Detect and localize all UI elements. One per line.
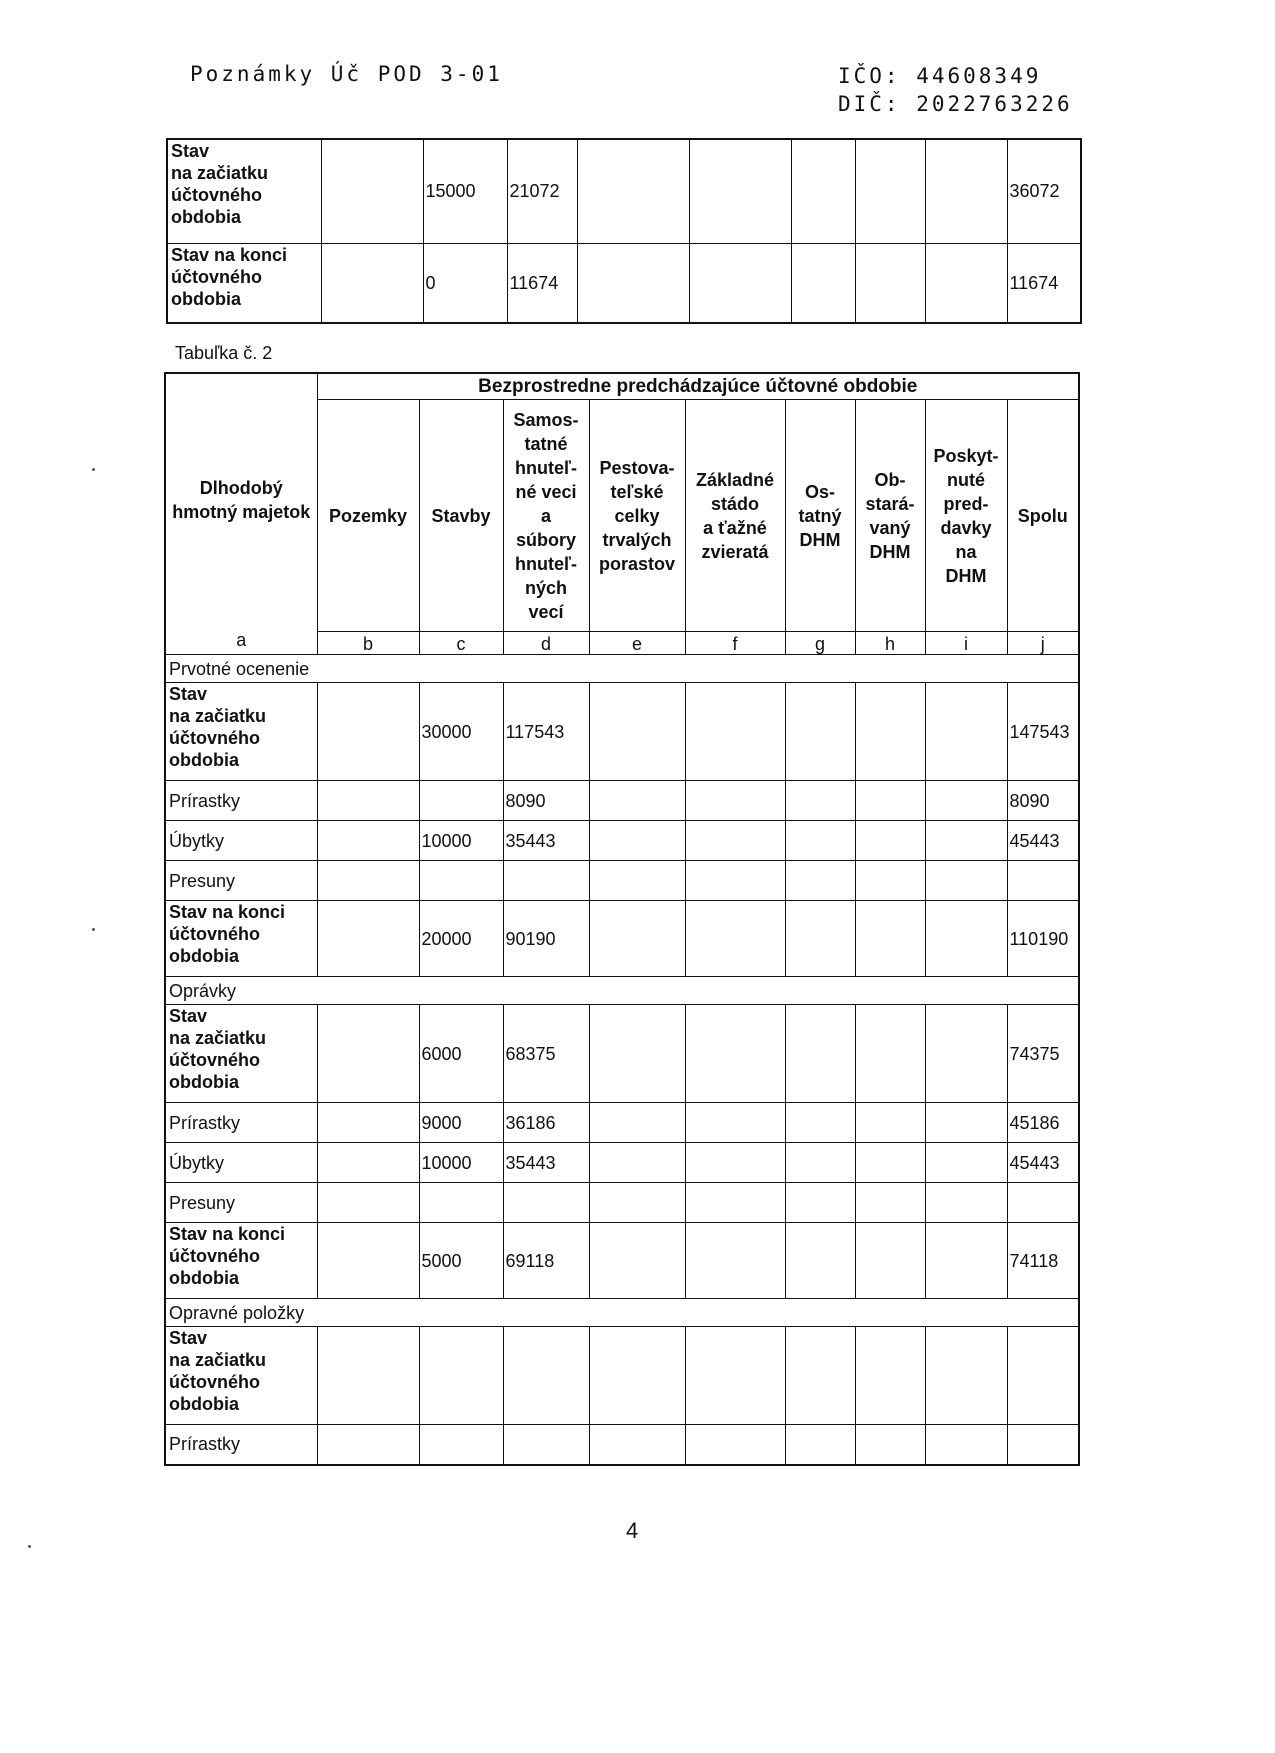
table-row (165, 1183, 1079, 1223)
cell-f (685, 1183, 785, 1223)
cell-i (925, 1005, 1007, 1103)
cell-e (589, 821, 685, 861)
column-header-line: DHM (869, 541, 911, 562)
column-header-line: stádo (710, 493, 759, 514)
cell-b (317, 683, 419, 781)
column-header-c (419, 400, 503, 632)
column-header-line: teľské (610, 481, 664, 502)
cell-b (321, 243, 423, 323)
row-label (167, 243, 321, 323)
cell-g (785, 1183, 855, 1223)
column-header-line: tatné (524, 433, 568, 454)
row-label-line: účtovného (169, 924, 261, 944)
cell-f (685, 901, 785, 977)
section-title: Opravné položky (165, 1299, 1079, 1327)
row-label (165, 901, 317, 977)
scan-speck (92, 468, 95, 471)
cell-h (855, 683, 925, 781)
cell-c: 10000 (419, 821, 503, 861)
cell-h (855, 1223, 925, 1299)
cell-j (1007, 861, 1079, 901)
row-label-line: obdobia (169, 1268, 239, 1288)
cell-g (785, 821, 855, 861)
cell-d (503, 1327, 589, 1425)
column-header-a-title (167, 476, 316, 524)
cell-j: 45186 (1007, 1103, 1079, 1143)
column-letter: b (317, 632, 419, 655)
cell-d (503, 1183, 589, 1223)
column-header-line: na (955, 541, 977, 562)
cell-b (321, 139, 423, 243)
cell-j (1007, 1327, 1079, 1425)
document-header-ids (838, 62, 1073, 118)
cell-c (419, 1183, 503, 1223)
continuation-table-body (167, 139, 1081, 323)
column-header-e (589, 400, 685, 632)
section-row (165, 977, 1079, 1005)
section-row (165, 655, 1079, 683)
cell-g (785, 901, 855, 977)
column-header-line: Dlhodobý (199, 478, 283, 498)
cell-e (589, 1143, 685, 1183)
cell-c: 10000 (419, 1143, 503, 1183)
column-header-line: davky (940, 517, 992, 538)
cell-c: 20000 (419, 901, 503, 977)
cell-b (317, 861, 419, 901)
cell-i (925, 1223, 1007, 1299)
cell-b (317, 781, 419, 821)
table-row (165, 781, 1079, 821)
cell-b (317, 1103, 419, 1143)
row-label (165, 1183, 317, 1223)
column-header-j (1007, 400, 1079, 632)
row-label (165, 1223, 317, 1299)
column-header-line: a (540, 505, 551, 526)
cell-d: 68375 (503, 1005, 589, 1103)
continuation-table (166, 138, 1082, 324)
cell-g (785, 1005, 855, 1103)
column-header-line: porastov (598, 553, 676, 574)
header-row (165, 373, 1079, 400)
cell-f (685, 1223, 785, 1299)
cell-d: 90190 (503, 901, 589, 977)
cell-h (855, 1327, 925, 1425)
row-label-line: účtovného (169, 1050, 261, 1070)
section-row (165, 1299, 1079, 1327)
row-label (165, 781, 317, 821)
table-row (165, 861, 1079, 901)
row-label-line: na začiatku (169, 706, 267, 726)
cell-i (925, 1143, 1007, 1183)
column-header-line: DHM (799, 529, 841, 550)
table-row (167, 139, 1081, 243)
ico-number: IČO: 44608349 (838, 64, 1042, 88)
cell-h (855, 781, 925, 821)
cell-d: 69118 (503, 1223, 589, 1299)
column-header-a (165, 373, 317, 655)
fixed-assets-table (164, 372, 1080, 1466)
scan-speck (28, 1545, 31, 1548)
row-label (165, 1143, 317, 1183)
fixed-assets-table-header (165, 373, 1079, 655)
table-row (165, 901, 1079, 977)
cell-f (685, 781, 785, 821)
row-label-line: Prírastky (169, 1434, 241, 1455)
cell-f (685, 683, 785, 781)
cell-c (419, 1425, 503, 1465)
section-title: Oprávky (165, 977, 1079, 1005)
row-label-line: účtovného (169, 1372, 261, 1392)
table-row (165, 683, 1079, 781)
cell-b (317, 1005, 419, 1103)
table-row (165, 1143, 1079, 1183)
column-header-line: Spolu (1017, 505, 1068, 526)
cell-c: 5000 (419, 1223, 503, 1299)
cell-h (855, 1183, 925, 1223)
row-label-line: Presuny (169, 1192, 236, 1213)
cell-i (925, 139, 1007, 243)
cell-b (317, 1425, 419, 1465)
cell-j: 110190 (1007, 901, 1079, 977)
cell-f (685, 1103, 785, 1143)
cell-f (685, 1143, 785, 1183)
row-label (165, 1425, 317, 1465)
row-label-line: obdobia (169, 1394, 239, 1414)
row-label-line: účtovného (169, 1246, 261, 1266)
column-header-line: nuté (947, 469, 985, 490)
cell-e (589, 683, 685, 781)
cell-d (503, 1425, 589, 1465)
cell-g (791, 139, 855, 243)
column-header-line: pred- (943, 493, 989, 514)
row-label-line: obdobia (169, 1072, 239, 1092)
cell-i (925, 901, 1007, 977)
column-header-line: Pestova- (599, 457, 675, 478)
cell-d: 36186 (503, 1103, 589, 1143)
row-label-line: obdobia (171, 288, 241, 309)
cell-e (589, 1223, 685, 1299)
row-label-line: Úbytky (169, 830, 225, 851)
cell-j: 74375 (1007, 1005, 1079, 1103)
cell-j: 8090 (1007, 781, 1079, 821)
row-label-line: účtovného (169, 728, 261, 748)
cell-b (317, 1327, 419, 1425)
cell-i (925, 1183, 1007, 1223)
cell-h (855, 901, 925, 977)
column-header-b (317, 400, 419, 632)
column-header-d (503, 400, 589, 632)
column-letter: a (236, 630, 247, 650)
column-header-line: Stavby (431, 505, 491, 526)
cell-g (785, 1143, 855, 1183)
row-label-line: Stav (169, 1006, 208, 1026)
cell-i (925, 683, 1007, 781)
column-header-line: Os- (804, 481, 835, 502)
period-header: Bezprostredne predchádzajúce účtovné obdobie (317, 373, 1079, 400)
row-label (165, 861, 317, 901)
column-header-line: tatný (798, 505, 842, 526)
cell-i (925, 821, 1007, 861)
cell-h (855, 861, 925, 901)
row-label-line: na začiatku (169, 1028, 267, 1048)
cell-i (925, 781, 1007, 821)
column-header-line: hmotný majetok (172, 502, 311, 522)
column-header-line: né veci (515, 481, 577, 502)
cell-e (589, 781, 685, 821)
cell-g (785, 1223, 855, 1299)
cell-j: 147543 (1007, 683, 1079, 781)
cell-e (589, 1005, 685, 1103)
cell-i (925, 1327, 1007, 1425)
fixed-assets-table-body (165, 655, 1079, 1465)
column-header-line: trvalých (602, 529, 672, 550)
row-label-line: Prírastky (169, 1112, 241, 1133)
column-letter: e (589, 632, 685, 655)
cell-j: 45443 (1007, 1143, 1079, 1183)
column-letter: c (419, 632, 503, 655)
cell-e (589, 1183, 685, 1223)
document-header-title: Poznámky Úč POD 3-01 (190, 62, 503, 86)
cell-j (1007, 1425, 1079, 1465)
cell-i (925, 1103, 1007, 1143)
column-letter: j (1007, 632, 1079, 655)
cell-g (785, 1327, 855, 1425)
row-label (165, 1005, 317, 1103)
cell-d: 11674 (507, 243, 577, 323)
row-label-line: Presuny (169, 870, 236, 891)
cell-j: 36072 (1007, 139, 1081, 243)
cell-d: 8090 (503, 781, 589, 821)
row-label (167, 139, 321, 243)
row-label-line: na začiatku (169, 1350, 267, 1370)
column-letter: d (503, 632, 589, 655)
row-label-line: Úbytky (169, 1152, 225, 1173)
cell-e (577, 139, 689, 243)
cell-c (419, 781, 503, 821)
cell-e (589, 861, 685, 901)
cell-g (785, 683, 855, 781)
row-label (165, 1327, 317, 1425)
cell-e (589, 1327, 685, 1425)
column-header-f (685, 400, 785, 632)
row-label-line: obdobia (169, 946, 239, 966)
column-header-line: Samos- (513, 409, 579, 430)
cell-i (925, 243, 1007, 323)
column-header-g (785, 400, 855, 632)
table-row (165, 1103, 1079, 1143)
cell-d (503, 861, 589, 901)
cell-g (785, 861, 855, 901)
cell-h (855, 821, 925, 861)
row-label-line: Stav (169, 684, 208, 704)
cell-i (925, 861, 1007, 901)
cell-e (577, 243, 689, 323)
cell-j: 11674 (1007, 243, 1081, 323)
row-label-line: Stav (169, 1328, 208, 1348)
table-row (165, 821, 1079, 861)
row-label-line: Stav na konci (169, 902, 286, 922)
row-label-line: obdobia (171, 207, 241, 227)
row-label-line: Stav (171, 141, 210, 161)
column-header-line: celky (614, 505, 660, 526)
column-letter: h (855, 632, 925, 655)
scan-speck (92, 928, 95, 931)
cell-h (855, 1005, 925, 1103)
column-header-line: zvieratá (701, 541, 769, 562)
row-label-line: obdobia (169, 750, 239, 770)
cell-b (317, 1143, 419, 1183)
cell-e (589, 901, 685, 977)
column-header-line: hnuteľ- (515, 457, 577, 478)
cell-d: 21072 (507, 139, 577, 243)
cell-d: 35443 (503, 1143, 589, 1183)
column-header-line: Základné (695, 469, 775, 490)
cell-c: 0 (423, 243, 507, 323)
row-label-line: účtovného (171, 185, 263, 205)
cell-b (317, 1183, 419, 1223)
cell-g (785, 781, 855, 821)
dic-number: DIČ: 2022763226 (838, 92, 1073, 116)
cell-c: 6000 (419, 1005, 503, 1103)
row-label-line: Stav na konci (171, 244, 288, 265)
cell-g (785, 1103, 855, 1143)
table-caption: Tabuľka č. 2 (175, 343, 273, 363)
cell-i (925, 1425, 1007, 1465)
row-label-line: Stav na konci (169, 1224, 286, 1244)
table-row (165, 1327, 1079, 1425)
cell-c: 15000 (423, 139, 507, 243)
column-header-line: vaný (869, 517, 911, 538)
cell-j: 45443 (1007, 821, 1079, 861)
cell-f (685, 821, 785, 861)
section-title: Prvotné ocenenie (165, 655, 1079, 683)
cell-f (685, 861, 785, 901)
cell-h (855, 1425, 925, 1465)
cell-f (689, 243, 791, 323)
cell-f (689, 139, 791, 243)
column-letter: f (685, 632, 785, 655)
cell-f (685, 1005, 785, 1103)
cell-d: 117543 (503, 683, 589, 781)
cell-c: 30000 (419, 683, 503, 781)
row-label (165, 683, 317, 781)
cell-c (419, 1327, 503, 1425)
cell-h (855, 243, 925, 323)
column-header-h (855, 400, 925, 632)
cell-e (589, 1425, 685, 1465)
cell-b (317, 901, 419, 977)
column-header-line: stará- (865, 493, 915, 514)
column-header-line: Pozemky (328, 505, 408, 526)
row-label-line: účtovného (171, 266, 263, 287)
column-header-line: DHM (945, 565, 987, 586)
column-header-line: Poskyt- (933, 445, 999, 466)
column-header-i (925, 400, 1007, 632)
cell-c: 9000 (419, 1103, 503, 1143)
page-number: 4 (626, 1518, 639, 1543)
column-letter: i (925, 632, 1007, 655)
cell-f (685, 1327, 785, 1425)
cell-d: 35443 (503, 821, 589, 861)
cell-g (785, 1425, 855, 1465)
cell-b (317, 821, 419, 861)
table-row (165, 1005, 1079, 1103)
row-label (165, 821, 317, 861)
cell-b (317, 1223, 419, 1299)
table-row (167, 243, 1081, 323)
cell-f (685, 1425, 785, 1465)
column-header-line: a ťažné (703, 517, 767, 538)
row-label-line: na začiatku (171, 163, 269, 183)
row-label-line: Prírastky (169, 790, 241, 811)
cell-j (1007, 1183, 1079, 1223)
cell-h (855, 1143, 925, 1183)
cell-e (589, 1103, 685, 1143)
cell-h (855, 139, 925, 243)
column-header-line: vecí (528, 601, 564, 622)
cell-h (855, 1103, 925, 1143)
column-header-line: ných (524, 577, 567, 598)
cell-g (791, 243, 855, 323)
column-header-line: súbory (515, 529, 576, 550)
cell-j: 74118 (1007, 1223, 1079, 1299)
table-row (165, 1425, 1079, 1465)
table-row (165, 1223, 1079, 1299)
column-header-line: hnuteľ- (515, 553, 577, 574)
row-label (165, 1103, 317, 1143)
column-letter: g (785, 632, 855, 655)
column-header-line: Ob- (874, 469, 906, 490)
cell-c (419, 861, 503, 901)
